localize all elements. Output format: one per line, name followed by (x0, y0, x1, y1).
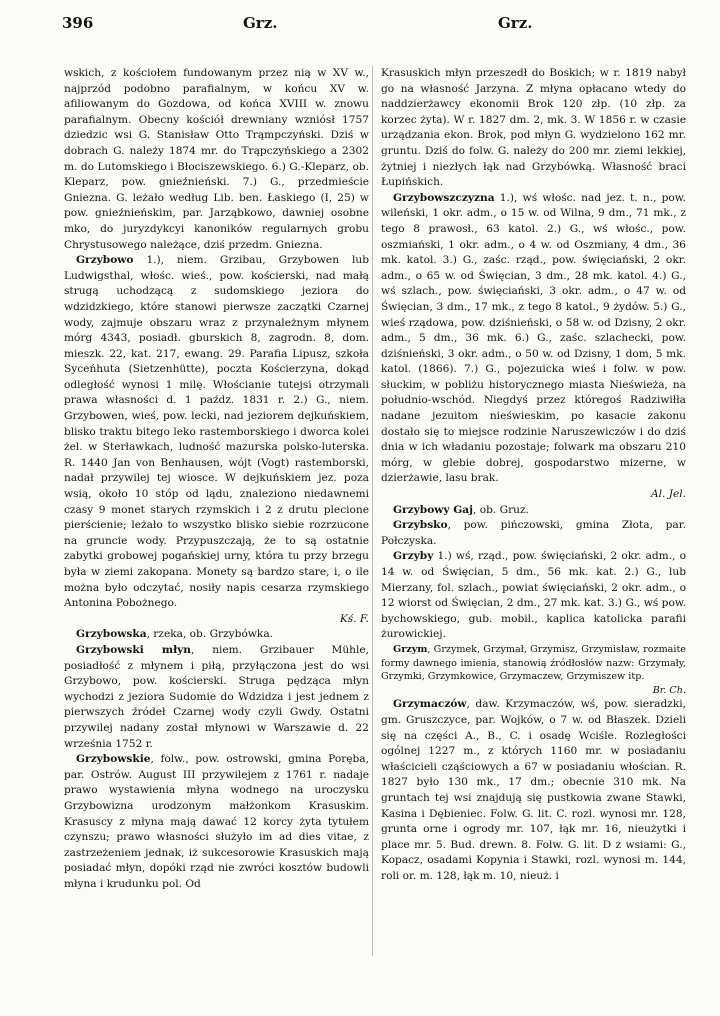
running-head-right: Grz. (498, 14, 533, 32)
author-signature: Al. Jel. (650, 488, 686, 501)
entry-grzybowski-mlyn (64, 643, 369, 752)
entry-headword: Grzyby (393, 550, 434, 563)
entry-text: , pow. pińczowski, gmina Złota, par. Połczyska. (381, 519, 686, 547)
entry-headword: Grzybowy Gaj (393, 503, 473, 516)
entry-headword: Grzym (393, 643, 428, 655)
running-head-left: Grz. (243, 14, 278, 32)
entry-grzybowska (64, 627, 369, 643)
entry-continuation (64, 66, 369, 253)
entry-grzymaczow (381, 697, 686, 884)
author-signature: Br. Ch. (652, 684, 686, 696)
entry-text: Krasuskich młyn przeszedł do Boskich; w r. 1819 nabył go na własność Jarzyna. Z młyna opłacano wtedy do naddzierżawcy ekonomii Brok 120 złp. (10 złp. za korzec żyta). W r. 1827 dm. 2, mk. 3. W 1856 r. w czasie urządzania ekon. Brok, pod młyn G. wydzielono 162 mr. gruntu. Dziś do folw. G. należy do 200 mr. ziemi lekkiej, żytniej i niezłych łąk nad Grzybówką. Własność braci Łupińskich. (381, 67, 686, 189)
entry-headword: Grzybsko (393, 519, 448, 532)
entry-text: 1.), niem. Grzibau, Grzybowen lub Ludwigsthal, włośc. wieś., pow. kościerski, nad małą strugą uchodzącą z sudomskiego jeziora do wdzidzkiego, które stanowi pierwsze zaczątki Czarnej wody, zajmuje obszaru wraz z przynależnym młynem mórg 4343, posiadł. gburskich 8, zagrodn. 8, dom. mieszk. 22, kat. 217, ewang. 29. Parafia Lipusz, szkoła Syceńhuta (Sietzenhütte), poczta Kościerzyna, dokąd odległość wynosi 1 milę. Włościanie tutejsi otrzymali prawa własności d. 1 paźdz. 1831 r. 2.) G., niem. Grzybowen, wieś, pow. lecki, nad jeziorem dejkuńskiem, blisko traktu bitego leko rastemborskiego i dworca kolei żel. w Sterławkach, ludność mazurska polsko-luterska. R. 1440 Jan von Benhausen, wójt (Vogt) rastemborski, nadał przywilej tej wiosce. W dejkuńskiem jez. poza wsią, około 10 stóp od lądu, znaleziono niedawnemi czasy 9 monet starych rzymskich i 2 z drutu plecione pierścienie; leżało to wszystko blisko siebie rozrzucone na gruncie wody. Przypuszczają, że to są ostatnie zabytki grobowej pogańskiej urny, która tu przy brzegu była w ziemi zakopana. Monety są bardzo stare, i, o ile można było odczytać, nosiły napis cesarza rzymskiego Antonina Pobożnego. (64, 254, 369, 610)
entry-text: , daw. Krzymaczów, wś, pow. sieradzki, gm. Gruszczyce, par. Wojków, o 7 w. od Błaszek. Dzieli się na części A., B., C. i osadę Wciśle. Rozległości ogólnej 1227 m., z których 1160 mr. w posiadaniu właścicieli cząściowych a 67 w posiadaniu włościan. R. 1827 było 130 mk., 17 dm.; obecnie 310 mk. Na gruntach tej wsi znajdują się pustkowia zwane Stawki, Kasina i Dębieniec. Folw. G. lit. C. rozl. wynosi mr. 128, grunta orne i ogrody mr. 107, łąk mr. 16, nieużytki i place mr. 5. Bud. drewn. 8. Folw. G. lit. D z wsiami: G., Kopacz, osadami Kopynia i Stawki, rozl. wynosi m. 144, roli or. m. 128, łąk m. 10, nieuż. i (381, 698, 686, 882)
entry-text: , Grzymek, Grzymał, Grzymisz, Grzymisław, rozmaite formy dawnego imienia, stanowią źródłosłów nazw: Grzymały, Grzymki, Grzymkowice, Grzymaczew, Grzymiszew itp. (381, 643, 686, 683)
entry-text: 1.) wś, rząd., pow. święciański, 2 okr. adm., o 14 w. od Święcian, 5 dm., 56 mk. kat. 2.) G., lub Mierzany, fol. szlach., powiat święciański, 2 okr. adm., o 12 wiorst od Święcian, 2 dm., 27 mk. kat. 3.) G., wś pow. bychowskiego, gub. mobil., kaplica katolicka parafii żurowickiej. (381, 550, 686, 641)
left-column (64, 66, 369, 892)
entry-continuation (381, 66, 686, 191)
entry-text: , niem. Grzibauer Mühle, posiadłość z młynem i piłą, przyłączona jest do wsi Grzybowo, pow. kościerski. Struga pędząca młyn wychodzi z jeziora Sudomie do Wdzidza i jest jednem z pierwszych źródeł Czarnej wody czyli Gwdy. Ostatni przywilej nadany został młynowi w Warszawie d. 22 września 1752 r. (64, 643, 369, 750)
entry-headword: Grzymaczów (393, 698, 467, 711)
entry-headword: Grzybowo (76, 254, 134, 267)
right-column (381, 66, 686, 884)
entry-grzyby (381, 549, 686, 643)
entry-headword: Grzybowska (76, 628, 147, 641)
entry-grzybowy-gaj (381, 503, 686, 519)
entry-grzybowo (64, 253, 369, 627)
entry-headword: Grzybowskie (76, 753, 151, 766)
entry-grzym (381, 643, 686, 697)
entry-text: , folw., pow. ostrowski, gmina Poręba, par. Ostrów. August III przywilejem z 1761 r. nadaje prawo wystawienia młyna wodnego na uroczysku Grzybowizna urodzonym małżonkom Krasuskim. Krasuscy z młyna mają dawać 12 korcy żyta tytułem czynszu; prawo własności służyło im ad dies vitae, z zastrzeżeniem jednak, iż sukcesorowie Krasuskich mają posiadać młyn, dopóki rząd nie zwróci kosztów budowli młyna i krudunku pol. Od (64, 753, 369, 890)
entry-grzybsko (381, 518, 686, 549)
entry-headword: Grzybowski młyn (76, 643, 192, 656)
author-signature: Kś. F. (339, 612, 369, 625)
entry-text: 1.), wś włośc. nad jez. t. n., pow. wileński, 1 okr. adm., o 15 w. od Wilna, 9 dm., 71 mk., z tego 8 prawosł., 63 katol. 2.) G., wś włośc., pow. oszmiański, 1 okr. adm., o 4 w. od Oszmiany, 4 dm., 36 mk. katol. 3.) G., zaśc. rząd., pow. święciański, 2 okr. adm., o 65 w. od Święcian, 3 dm., 28 mk. katol. 4.) G., wś szlach., pow. święciański, 3 okr. adm., o 47 w. od Święcian, 3 dm., 17 mk., z tego 8 katol., 9 żydów. 5.) G., wieś rządowa, pow. dziśnieński, o 58 w. od Dzisny, 2 okr. adm., 5 dm., 36 mk. 6.) G., zaśc. szlachecki, pow. dziśnieński, 3 okr. adm., o 50 w. od Dzisny, 1 dom, 5 mk. katol. (1866). 7.) G., pojezuicka wieś i folw. w pow. słuckim, w pobliżu historycznego miasta Nieświeża, na południo-wschód. Niegdyś przez któregoś Radziwiłła nadane jezuitom nieświeskim, po kasacie zakonu dostało się to miejsce rodzinie Naruszewiczów i do dziś dnia w ich władaniu pozostaje; folwark ma obszaru 210 mórg, w glebie dobrej, gospodarstwo mizerne, w dzierżawie, lasu brak. (381, 191, 686, 485)
entry-grzybowskie (64, 752, 369, 892)
page-header (0, 14, 720, 42)
column-divider (372, 66, 373, 956)
entry-headword: Grzybowszczyzna (393, 191, 495, 204)
page-number: 396 (62, 14, 94, 32)
entry-text: , ob. Gruz. (472, 503, 529, 516)
entry-text: , rzeka, ob. Grzybówka. (146, 628, 273, 641)
entry-grzybowszczyzna (381, 191, 686, 503)
entry-text: wskich, z kościołem fundowanym przez nią w XV w., najprzód podobno parafialnym, w końcu XV w. afiliowanym do Gozdowa, od końca XVIII w. znowu parafialnym. Obecny kościół drewniany wzniósł 1757 dziedzic wsi G. Stanisław Otto Trąmpczyński. Dziś w dobrach G. należy 1874 mr. do Trąpczyńskiego a 2302 m. do Lutomskiego i Błociszewskiego. 6.) G.-Kleparz, ob. Kleparz, pow. gnieźnieński. 7.) G., przedmieście Gniezna. G. leżało według Lib. ben. Łaskiego (I, 25) w pow. gnieźnieńskim, par. Jarząbkowo, dawniej osobne mko, do juryzdykcyi kanoników regularnych grobu Chrystusowego należące, dziś przedm. Gniezna. (64, 67, 369, 251)
